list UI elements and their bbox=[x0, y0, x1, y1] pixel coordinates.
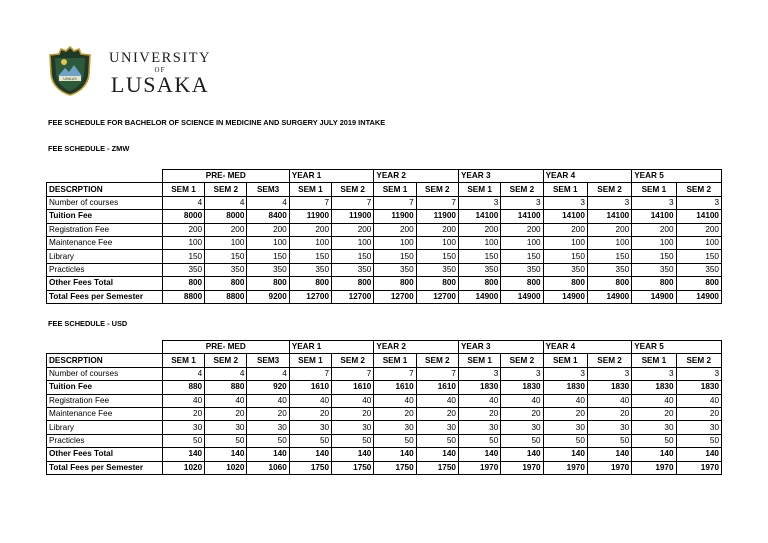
table-heading-zmw: FEE SCHEDULE - ZMW bbox=[48, 144, 130, 153]
fee-value-cell: 140 bbox=[501, 448, 543, 461]
fee-value-cell: 200 bbox=[632, 223, 676, 236]
fee-value-cell: 3 bbox=[587, 367, 631, 380]
semester-header: SEM3 bbox=[247, 183, 289, 196]
fee-value-cell: 140 bbox=[458, 448, 500, 461]
year-group-header: YEAR 1 bbox=[289, 170, 374, 183]
fee-value-cell: 20 bbox=[332, 407, 374, 420]
fee-value-cell: 20 bbox=[458, 407, 500, 420]
year-group-header: YEAR 4 bbox=[543, 341, 632, 354]
row-label: Registration Fee bbox=[47, 223, 163, 236]
year-group-header: YEAR 3 bbox=[458, 341, 543, 354]
fee-value-cell: 350 bbox=[162, 263, 204, 276]
fee-value-cell: 40 bbox=[543, 394, 587, 407]
fee-value-cell: 30 bbox=[374, 421, 416, 434]
fee-value-cell: 7 bbox=[289, 367, 331, 380]
fee-value-cell: 3 bbox=[587, 196, 631, 209]
semester-header: SEM 1 bbox=[458, 183, 500, 196]
fee-value-cell: 150 bbox=[289, 250, 331, 263]
fee-value-cell: 4 bbox=[205, 196, 247, 209]
fee-value-cell: 1750 bbox=[374, 461, 416, 474]
fee-value-cell: 30 bbox=[632, 421, 676, 434]
fee-value-cell: 140 bbox=[247, 448, 289, 461]
semester-header: SEM 1 bbox=[543, 354, 587, 367]
fee-value-cell: 350 bbox=[332, 263, 374, 276]
fee-value-cell: 20 bbox=[374, 407, 416, 420]
fee-value-cell: 800 bbox=[205, 277, 247, 290]
fee-value-cell: 14100 bbox=[501, 210, 543, 223]
svg-text:UNILUS: UNILUS bbox=[63, 77, 77, 81]
fee-value-cell: 30 bbox=[501, 421, 543, 434]
fee-value-cell: 40 bbox=[374, 394, 416, 407]
fee-value-cell: 100 bbox=[416, 236, 458, 249]
fee-value-cell: 1830 bbox=[543, 381, 587, 394]
fee-value-cell: 40 bbox=[332, 394, 374, 407]
fee-value-cell: 30 bbox=[587, 421, 631, 434]
fee-value-cell: 1830 bbox=[587, 381, 631, 394]
year-group-header: YEAR 3 bbox=[458, 170, 543, 183]
row-label: Practicles bbox=[47, 434, 163, 447]
fee-value-cell: 4 bbox=[162, 196, 204, 209]
table-row bbox=[47, 263, 722, 276]
fee-value-cell: 50 bbox=[587, 434, 631, 447]
fee-value-cell: 1830 bbox=[676, 381, 721, 394]
fee-value-cell: 1830 bbox=[501, 381, 543, 394]
fee-value-cell: 200 bbox=[458, 223, 500, 236]
row-label: Practicles bbox=[47, 263, 163, 276]
fee-value-cell: 40 bbox=[458, 394, 500, 407]
description-header: DESCRPTION bbox=[47, 354, 163, 367]
fee-value-cell: 1830 bbox=[632, 381, 676, 394]
fee-value-cell: 40 bbox=[416, 394, 458, 407]
fee-value-cell: 30 bbox=[676, 421, 721, 434]
semester-header: SEM 1 bbox=[632, 354, 676, 367]
fee-value-cell: 11900 bbox=[374, 210, 416, 223]
fee-value-cell: 50 bbox=[205, 434, 247, 447]
fee-value-cell: 1970 bbox=[501, 461, 543, 474]
row-label: Tuition Fee bbox=[47, 210, 163, 223]
table-row bbox=[47, 223, 722, 236]
table-row bbox=[47, 394, 722, 407]
fee-value-cell: 140 bbox=[416, 448, 458, 461]
fee-value-cell: 800 bbox=[374, 277, 416, 290]
semester-header: SEM 2 bbox=[332, 354, 374, 367]
fee-value-cell: 20 bbox=[632, 407, 676, 420]
fee-value-cell: 50 bbox=[332, 434, 374, 447]
row-label: Registration Fee bbox=[47, 394, 163, 407]
table-row bbox=[47, 290, 722, 303]
fee-value-cell: 12700 bbox=[374, 290, 416, 303]
fee-value-cell: 3 bbox=[458, 367, 500, 380]
fee-value-cell: 8000 bbox=[162, 210, 204, 223]
fee-value-cell: 200 bbox=[416, 223, 458, 236]
fee-value-cell: 3 bbox=[501, 367, 543, 380]
fee-value-cell: 100 bbox=[587, 236, 631, 249]
fee-value-cell: 3 bbox=[501, 196, 543, 209]
fee-value-cell: 140 bbox=[332, 448, 374, 461]
fee-value-cell: 100 bbox=[162, 236, 204, 249]
year-group-header: YEAR 5 bbox=[632, 341, 722, 354]
fee-value-cell: 40 bbox=[247, 394, 289, 407]
fee-value-cell: 14100 bbox=[543, 210, 587, 223]
fee-value-cell: 150 bbox=[676, 250, 721, 263]
row-label: Library bbox=[47, 421, 163, 434]
semester-header: SEM 2 bbox=[205, 354, 247, 367]
fee-value-cell: 200 bbox=[205, 223, 247, 236]
fee-value-cell: 800 bbox=[289, 277, 331, 290]
fee-value-cell: 12700 bbox=[289, 290, 331, 303]
fee-value-cell: 3 bbox=[632, 196, 676, 209]
fee-value-cell: 50 bbox=[289, 434, 331, 447]
fee-value-cell: 20 bbox=[289, 407, 331, 420]
fee-value-cell: 200 bbox=[543, 223, 587, 236]
row-label: Other Fees Total bbox=[47, 277, 163, 290]
semester-header: SEM 2 bbox=[587, 183, 631, 196]
year-group-header: YEAR 2 bbox=[374, 341, 459, 354]
fee-value-cell: 150 bbox=[332, 250, 374, 263]
fee-value-cell: 40 bbox=[632, 394, 676, 407]
semester-header: SEM 1 bbox=[374, 183, 416, 196]
fee-value-cell: 50 bbox=[676, 434, 721, 447]
fee-value-cell: 50 bbox=[162, 434, 204, 447]
fee-value-cell: 200 bbox=[332, 223, 374, 236]
fee-value-cell: 800 bbox=[458, 277, 500, 290]
fee-value-cell: 7 bbox=[374, 367, 416, 380]
fee-value-cell: 200 bbox=[247, 223, 289, 236]
fee-value-cell: 8000 bbox=[205, 210, 247, 223]
fee-value-cell: 1020 bbox=[162, 461, 204, 474]
semester-header: SEM 1 bbox=[162, 354, 204, 367]
fee-value-cell: 800 bbox=[543, 277, 587, 290]
row-label: Other Fees Total bbox=[47, 448, 163, 461]
fee-value-cell: 140 bbox=[587, 448, 631, 461]
fee-value-cell: 1750 bbox=[416, 461, 458, 474]
table-row bbox=[47, 448, 722, 461]
semester-header: SEM 1 bbox=[162, 183, 204, 196]
table-row bbox=[47, 367, 722, 380]
row-label: Total Fees per Semester bbox=[47, 461, 163, 474]
year-group-row bbox=[47, 341, 722, 354]
row-label: Number of courses bbox=[47, 196, 163, 209]
table-row bbox=[47, 461, 722, 474]
fee-value-cell: 20 bbox=[162, 407, 204, 420]
fee-value-cell: 100 bbox=[332, 236, 374, 249]
fee-value-cell: 880 bbox=[205, 381, 247, 394]
fee-value-cell: 3 bbox=[458, 196, 500, 209]
empty-corner-cell bbox=[47, 170, 163, 183]
fee-value-cell: 1750 bbox=[289, 461, 331, 474]
fee-value-cell: 100 bbox=[247, 236, 289, 249]
logo-line-lusaka: LUSAKA bbox=[110, 72, 210, 97]
fee-value-cell: 40 bbox=[501, 394, 543, 407]
fee-value-cell: 920 bbox=[247, 381, 289, 394]
fee-value-cell: 4 bbox=[205, 367, 247, 380]
fee-value-cell: 140 bbox=[205, 448, 247, 461]
logo-wordmark bbox=[104, 50, 216, 96]
fee-value-cell: 3 bbox=[543, 367, 587, 380]
fee-value-cell: 12700 bbox=[416, 290, 458, 303]
fee-value-cell: 50 bbox=[543, 434, 587, 447]
table-row bbox=[47, 421, 722, 434]
row-label: Library bbox=[47, 250, 163, 263]
fee-value-cell: 7 bbox=[416, 367, 458, 380]
fee-value-cell: 11900 bbox=[416, 210, 458, 223]
fee-value-cell: 20 bbox=[543, 407, 587, 420]
fee-value-cell: 8800 bbox=[162, 290, 204, 303]
fee-value-cell: 350 bbox=[247, 263, 289, 276]
fee-value-cell: 140 bbox=[162, 448, 204, 461]
year-group-header: YEAR 5 bbox=[632, 170, 722, 183]
fee-value-cell: 150 bbox=[247, 250, 289, 263]
fee-value-cell: 350 bbox=[632, 263, 676, 276]
logo-line-of: OF bbox=[154, 66, 166, 74]
fee-value-cell: 150 bbox=[162, 250, 204, 263]
year-group-header: YEAR 2 bbox=[374, 170, 459, 183]
fee-value-cell: 140 bbox=[374, 448, 416, 461]
fee-value-cell: 30 bbox=[289, 421, 331, 434]
fee-value-cell: 20 bbox=[676, 407, 721, 420]
fee-value-cell: 200 bbox=[374, 223, 416, 236]
fee-value-cell: 100 bbox=[374, 236, 416, 249]
fee-value-cell: 140 bbox=[289, 448, 331, 461]
fee-value-cell: 7 bbox=[289, 196, 331, 209]
empty-corner-cell bbox=[47, 341, 163, 354]
fee-value-cell: 1970 bbox=[458, 461, 500, 474]
fee-value-cell: 14900 bbox=[632, 290, 676, 303]
fee-value-cell: 1020 bbox=[205, 461, 247, 474]
fee-value-cell: 4 bbox=[247, 196, 289, 209]
semester-header: SEM 2 bbox=[416, 354, 458, 367]
fee-value-cell: 350 bbox=[374, 263, 416, 276]
fee-value-cell: 14900 bbox=[587, 290, 631, 303]
fee-value-cell: 800 bbox=[676, 277, 721, 290]
semester-header: SEM 1 bbox=[289, 354, 331, 367]
fee-value-cell: 3 bbox=[676, 196, 721, 209]
fee-value-cell: 100 bbox=[289, 236, 331, 249]
fee-value-cell: 200 bbox=[587, 223, 631, 236]
table-row bbox=[47, 210, 722, 223]
year-group-row bbox=[47, 170, 722, 183]
semester-header: SEM 2 bbox=[501, 183, 543, 196]
fee-value-cell: 3 bbox=[543, 196, 587, 209]
fee-value-cell: 50 bbox=[247, 434, 289, 447]
fee-value-cell: 800 bbox=[501, 277, 543, 290]
table-row bbox=[47, 434, 722, 447]
fee-value-cell: 100 bbox=[543, 236, 587, 249]
fee-value-cell: 150 bbox=[587, 250, 631, 263]
fee-value-cell: 20 bbox=[501, 407, 543, 420]
fee-value-cell: 1060 bbox=[247, 461, 289, 474]
fee-value-cell: 14900 bbox=[458, 290, 500, 303]
fee-value-cell: 350 bbox=[416, 263, 458, 276]
fee-value-cell: 100 bbox=[205, 236, 247, 249]
semester-header: SEM3 bbox=[247, 354, 289, 367]
row-label: Total Fees per Semester bbox=[47, 290, 163, 303]
fee-value-cell: 14900 bbox=[676, 290, 721, 303]
semester-header: SEM 1 bbox=[458, 354, 500, 367]
semester-header-row bbox=[47, 354, 722, 367]
fee-value-cell: 140 bbox=[676, 448, 721, 461]
fee-value-cell: 40 bbox=[289, 394, 331, 407]
fee-value-cell: 8400 bbox=[247, 210, 289, 223]
semester-header-row bbox=[47, 183, 722, 196]
fee-value-cell: 30 bbox=[416, 421, 458, 434]
fee-value-cell: 30 bbox=[162, 421, 204, 434]
fee-value-cell: 200 bbox=[501, 223, 543, 236]
fee-value-cell: 7 bbox=[332, 196, 374, 209]
fee-value-cell: 1970 bbox=[632, 461, 676, 474]
fee-value-cell: 30 bbox=[205, 421, 247, 434]
fee-value-cell: 4 bbox=[247, 367, 289, 380]
fee-value-cell: 1750 bbox=[332, 461, 374, 474]
table-heading-usd: FEE SCHEDULE - USD bbox=[48, 319, 128, 328]
fee-value-cell: 350 bbox=[501, 263, 543, 276]
fee-value-cell: 30 bbox=[458, 421, 500, 434]
fee-value-cell: 14100 bbox=[458, 210, 500, 223]
row-label: Maintenance Fee bbox=[47, 407, 163, 420]
fee-value-cell: 14900 bbox=[543, 290, 587, 303]
fee-value-cell: 800 bbox=[416, 277, 458, 290]
semester-header: SEM 2 bbox=[587, 354, 631, 367]
fee-value-cell: 140 bbox=[543, 448, 587, 461]
fee-value-cell: 1970 bbox=[543, 461, 587, 474]
fee-value-cell: 150 bbox=[458, 250, 500, 263]
fee-value-cell: 14100 bbox=[676, 210, 721, 223]
fee-value-cell: 20 bbox=[205, 407, 247, 420]
fee-value-cell: 50 bbox=[632, 434, 676, 447]
fee-value-cell: 40 bbox=[676, 394, 721, 407]
row-label: Number of courses bbox=[47, 367, 163, 380]
table-row bbox=[47, 236, 722, 249]
fee-value-cell: 880 bbox=[162, 381, 204, 394]
fee-value-cell: 350 bbox=[676, 263, 721, 276]
fee-value-cell: 4 bbox=[162, 367, 204, 380]
fee-value-cell: 100 bbox=[632, 236, 676, 249]
fee-value-cell: 14100 bbox=[632, 210, 676, 223]
table-row bbox=[47, 277, 722, 290]
fee-value-cell: 140 bbox=[632, 448, 676, 461]
fee-value-cell: 150 bbox=[374, 250, 416, 263]
fee-value-cell: 150 bbox=[205, 250, 247, 263]
semester-header: SEM 2 bbox=[676, 183, 721, 196]
fee-value-cell: 100 bbox=[458, 236, 500, 249]
fee-value-cell: 40 bbox=[162, 394, 204, 407]
fee-value-cell: 30 bbox=[332, 421, 374, 434]
fee-value-cell: 1610 bbox=[416, 381, 458, 394]
fee-value-cell: 150 bbox=[543, 250, 587, 263]
fee-value-cell: 11900 bbox=[289, 210, 331, 223]
table-row bbox=[47, 196, 722, 209]
fee-value-cell: 20 bbox=[416, 407, 458, 420]
semester-header: SEM 2 bbox=[416, 183, 458, 196]
fee-value-cell: 1830 bbox=[458, 381, 500, 394]
fee-value-cell: 7 bbox=[332, 367, 374, 380]
fee-value-cell: 800 bbox=[587, 277, 631, 290]
fee-value-cell: 3 bbox=[632, 367, 676, 380]
fee-value-cell: 1970 bbox=[587, 461, 631, 474]
row-label: Maintenance Fee bbox=[47, 236, 163, 249]
fee-value-cell: 150 bbox=[501, 250, 543, 263]
fee-value-cell: 30 bbox=[247, 421, 289, 434]
university-logo bbox=[48, 46, 218, 98]
semester-header: SEM 2 bbox=[501, 354, 543, 367]
semester-header: SEM 2 bbox=[205, 183, 247, 196]
fee-value-cell: 7 bbox=[374, 196, 416, 209]
fee-value-cell: 800 bbox=[247, 277, 289, 290]
fee-value-cell: 1610 bbox=[374, 381, 416, 394]
semester-header: SEM 1 bbox=[632, 183, 676, 196]
fee-value-cell: 100 bbox=[501, 236, 543, 249]
fee-value-cell: 40 bbox=[587, 394, 631, 407]
fee-value-cell: 350 bbox=[458, 263, 500, 276]
fee-value-cell: 3 bbox=[676, 367, 721, 380]
fee-value-cell: 350 bbox=[289, 263, 331, 276]
fee-value-cell: 200 bbox=[162, 223, 204, 236]
semester-header: SEM 2 bbox=[332, 183, 374, 196]
fee-value-cell: 800 bbox=[162, 277, 204, 290]
fee-value-cell: 1610 bbox=[289, 381, 331, 394]
table-row bbox=[47, 407, 722, 420]
year-group-header: PRE- MED bbox=[162, 341, 289, 354]
table-row bbox=[47, 250, 722, 263]
fee-value-cell: 20 bbox=[247, 407, 289, 420]
fee-value-cell: 1610 bbox=[332, 381, 374, 394]
fee-value-cell: 40 bbox=[205, 394, 247, 407]
year-group-header: YEAR 1 bbox=[289, 341, 374, 354]
fee-value-cell: 12700 bbox=[332, 290, 374, 303]
year-group-header: PRE- MED bbox=[162, 170, 289, 183]
semester-header: SEM 1 bbox=[543, 183, 587, 196]
row-label: Tuition Fee bbox=[47, 381, 163, 394]
fee-value-cell: 100 bbox=[676, 236, 721, 249]
fee-value-cell: 50 bbox=[501, 434, 543, 447]
fee-value-cell: 350 bbox=[587, 263, 631, 276]
fee-value-cell: 20 bbox=[587, 407, 631, 420]
document-title: FEE SCHEDULE FOR BACHELOR OF SCIENCE IN MEDICINE AND SURGERY JULY 2019 INTAKE bbox=[48, 118, 386, 127]
fee-value-cell: 9200 bbox=[247, 290, 289, 303]
fee-value-cell: 350 bbox=[543, 263, 587, 276]
fee-value-cell: 350 bbox=[205, 263, 247, 276]
fee-value-cell: 50 bbox=[458, 434, 500, 447]
fee-value-cell: 50 bbox=[374, 434, 416, 447]
semester-header: SEM 2 bbox=[676, 354, 721, 367]
fee-table-zmw bbox=[46, 169, 722, 304]
fee-table-usd bbox=[46, 340, 722, 475]
table-row bbox=[47, 381, 722, 394]
fee-value-cell: 8800 bbox=[205, 290, 247, 303]
year-group-header: YEAR 4 bbox=[543, 170, 632, 183]
semester-header: SEM 1 bbox=[374, 354, 416, 367]
fee-value-cell: 800 bbox=[632, 277, 676, 290]
fee-value-cell: 50 bbox=[416, 434, 458, 447]
fee-value-cell: 200 bbox=[289, 223, 331, 236]
fee-value-cell: 800 bbox=[332, 277, 374, 290]
fee-value-cell: 11900 bbox=[332, 210, 374, 223]
fee-value-cell: 150 bbox=[416, 250, 458, 263]
fee-value-cell: 150 bbox=[632, 250, 676, 263]
fee-value-cell: 14100 bbox=[587, 210, 631, 223]
fee-value-cell: 7 bbox=[416, 196, 458, 209]
fee-value-cell: 14900 bbox=[501, 290, 543, 303]
semester-header: SEM 1 bbox=[289, 183, 331, 196]
university-seal-icon bbox=[48, 46, 92, 96]
fee-value-cell: 200 bbox=[676, 223, 721, 236]
description-header: DESCRPTION bbox=[47, 183, 163, 196]
logo-line-university: UNIVERSITY bbox=[109, 50, 211, 66]
fee-value-cell: 30 bbox=[543, 421, 587, 434]
fee-value-cell: 1970 bbox=[676, 461, 721, 474]
